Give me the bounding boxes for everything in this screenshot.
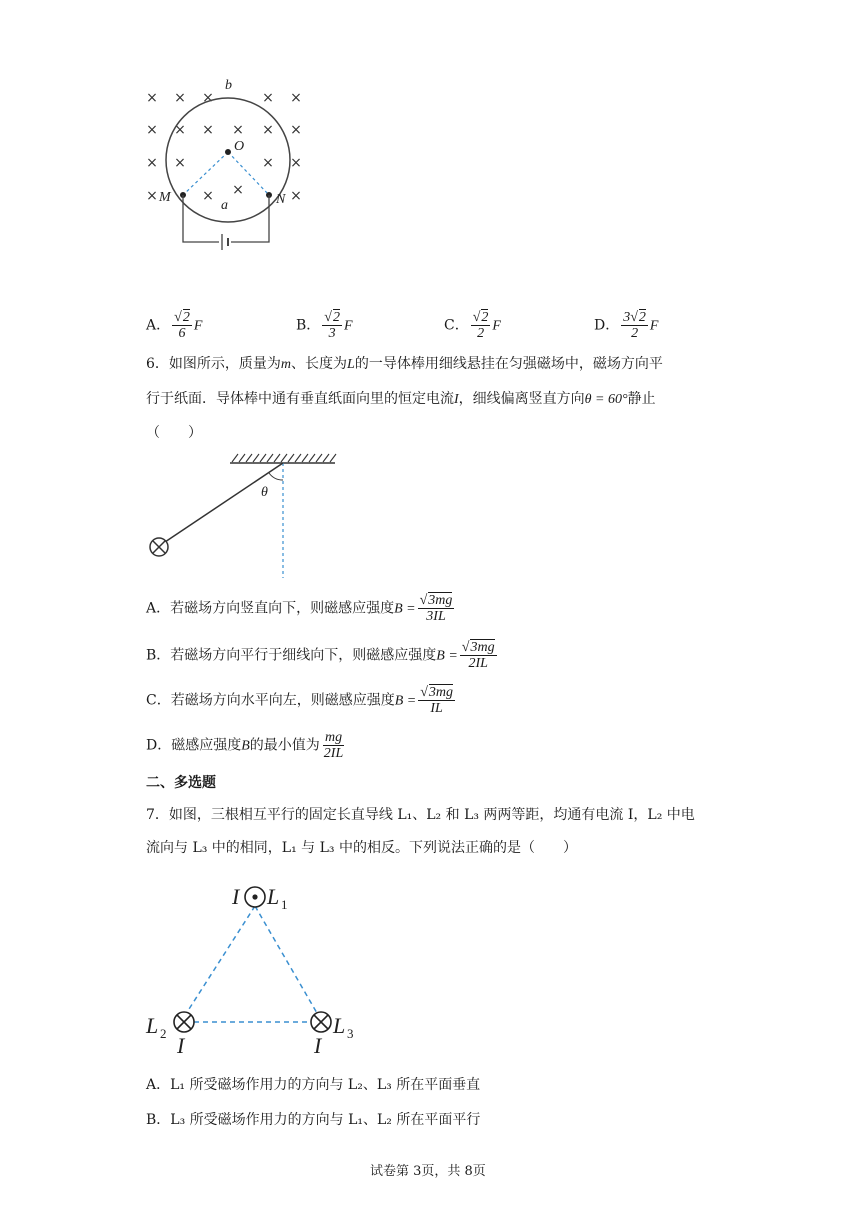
cross-mark: × [202, 90, 214, 106]
suspended-rod-figure [140, 448, 345, 580]
cross-mark: × [290, 188, 302, 204]
wire-L1-out-of-page [245, 887, 265, 907]
label-a: a [221, 198, 228, 213]
section-heading: 二、多选题 [146, 775, 216, 791]
label-O: O [234, 139, 245, 154]
cross-mark: × [262, 90, 274, 106]
cross-mark: × [290, 155, 302, 171]
subscript-2: 2 [160, 1026, 167, 1041]
circle-field-figure [135, 72, 315, 262]
q6-option-d: D．磁感应强度B的最小值为 $\frac{mg}{2IL}$ [146, 730, 344, 761]
cross-mark: × [290, 90, 302, 106]
current-label-L1: I [232, 884, 240, 909]
cross-mark: × [174, 90, 186, 106]
cross-mark: × [174, 122, 186, 138]
triangle-side [255, 906, 321, 1020]
ceiling-hatch [232, 454, 336, 462]
q6-option-b: B．若磁场方向平行于细线向下，则磁感应强度B = $\frac{√3mg}{2IL}$ [146, 640, 495, 671]
q5-option-b: B． $\frac{√2}{3}$ F [296, 310, 353, 341]
current-label-L2: I [177, 1033, 185, 1058]
cross-mark: × [146, 155, 158, 171]
field-crosses [146, 90, 302, 204]
subscript-1: 1 [281, 897, 288, 912]
cross-mark: × [174, 155, 186, 171]
cross-mark: × [146, 122, 158, 138]
q7-option-b: B．L₃ 所受磁场作用力的方向与 L₁、L₂ 所在平面平行 [146, 1112, 481, 1128]
label-b: b [225, 78, 232, 93]
label-M: M [159, 190, 171, 205]
current-label-L3: I [314, 1033, 322, 1058]
cross-mark: × [146, 90, 158, 106]
q7-option-a: A．L₁ 所受磁场作用力的方向与 L₂、L₃ 所在平面垂直 [146, 1077, 481, 1093]
q6-option-a: A．若磁场方向竖直向下，则磁感应强度B = $\frac{√3mg}{3IL}$ [146, 593, 453, 624]
cross-mark: × [262, 122, 274, 138]
q6-stem-line1: 6．如图所示，质量为m、长度为L的一导体棒用细线悬挂在匀强磁场中，磁场方向平 [146, 356, 663, 372]
cross-mark: × [290, 122, 302, 138]
label-N: N [276, 192, 286, 207]
wire-label-L1: L [267, 884, 280, 909]
theta-label: θ [261, 485, 268, 500]
subscript-3: 3 [347, 1026, 354, 1041]
wire-L2-into-page [174, 1012, 194, 1032]
q5-option-a: A． $\frac{√2}{6}$ F [146, 310, 203, 341]
q6-option-c: C．若磁场方向水平向左，则磁感应强度B = $\frac{√3mg}{IL}$ [146, 685, 454, 716]
cross-mark: × [232, 122, 244, 138]
angle-arc [269, 473, 283, 480]
wire-label-L3: L [333, 1013, 346, 1038]
cross-mark: × [232, 182, 244, 198]
current-into-page-symbol [150, 538, 168, 556]
cross-mark: × [202, 188, 214, 204]
wire-L3-into-page [311, 1012, 331, 1032]
q7-stem-line1: 7．如图，三根相互平行的固定长直导线 L₁、L₂ 和 L₃ 两两等距，均通有电流 I，L₂ 中电 [146, 807, 695, 823]
point-O [225, 149, 231, 155]
q5-option-c: C． $\frac{√2}{2}$ F [444, 310, 501, 341]
cross-mark: × [202, 122, 214, 138]
thread [165, 463, 283, 542]
triangle-side [182, 906, 255, 1020]
page-footer: 试卷第 3页，共 8页 [370, 1164, 486, 1179]
q5-option-d: D． $\frac{3√2}{2}$ F [594, 310, 659, 341]
q6-answer-blank: （ ） [146, 425, 202, 441]
q6-stem-line2: 行于纸面．导体棒中通有垂直纸面向里的恒定电流I，细线偏离竖直方向θ = 60°静止 [146, 391, 656, 407]
three-wires-figure [140, 876, 370, 1061]
cross-mark: × [146, 188, 158, 204]
q7-stem-line2: 流向与 L₃ 中的相同，L₁ 与 L₃ 中的相反。下列说法正确的是（ ） [146, 840, 577, 856]
cross-mark: × [262, 155, 274, 171]
wire-label-L2: L [146, 1013, 159, 1038]
